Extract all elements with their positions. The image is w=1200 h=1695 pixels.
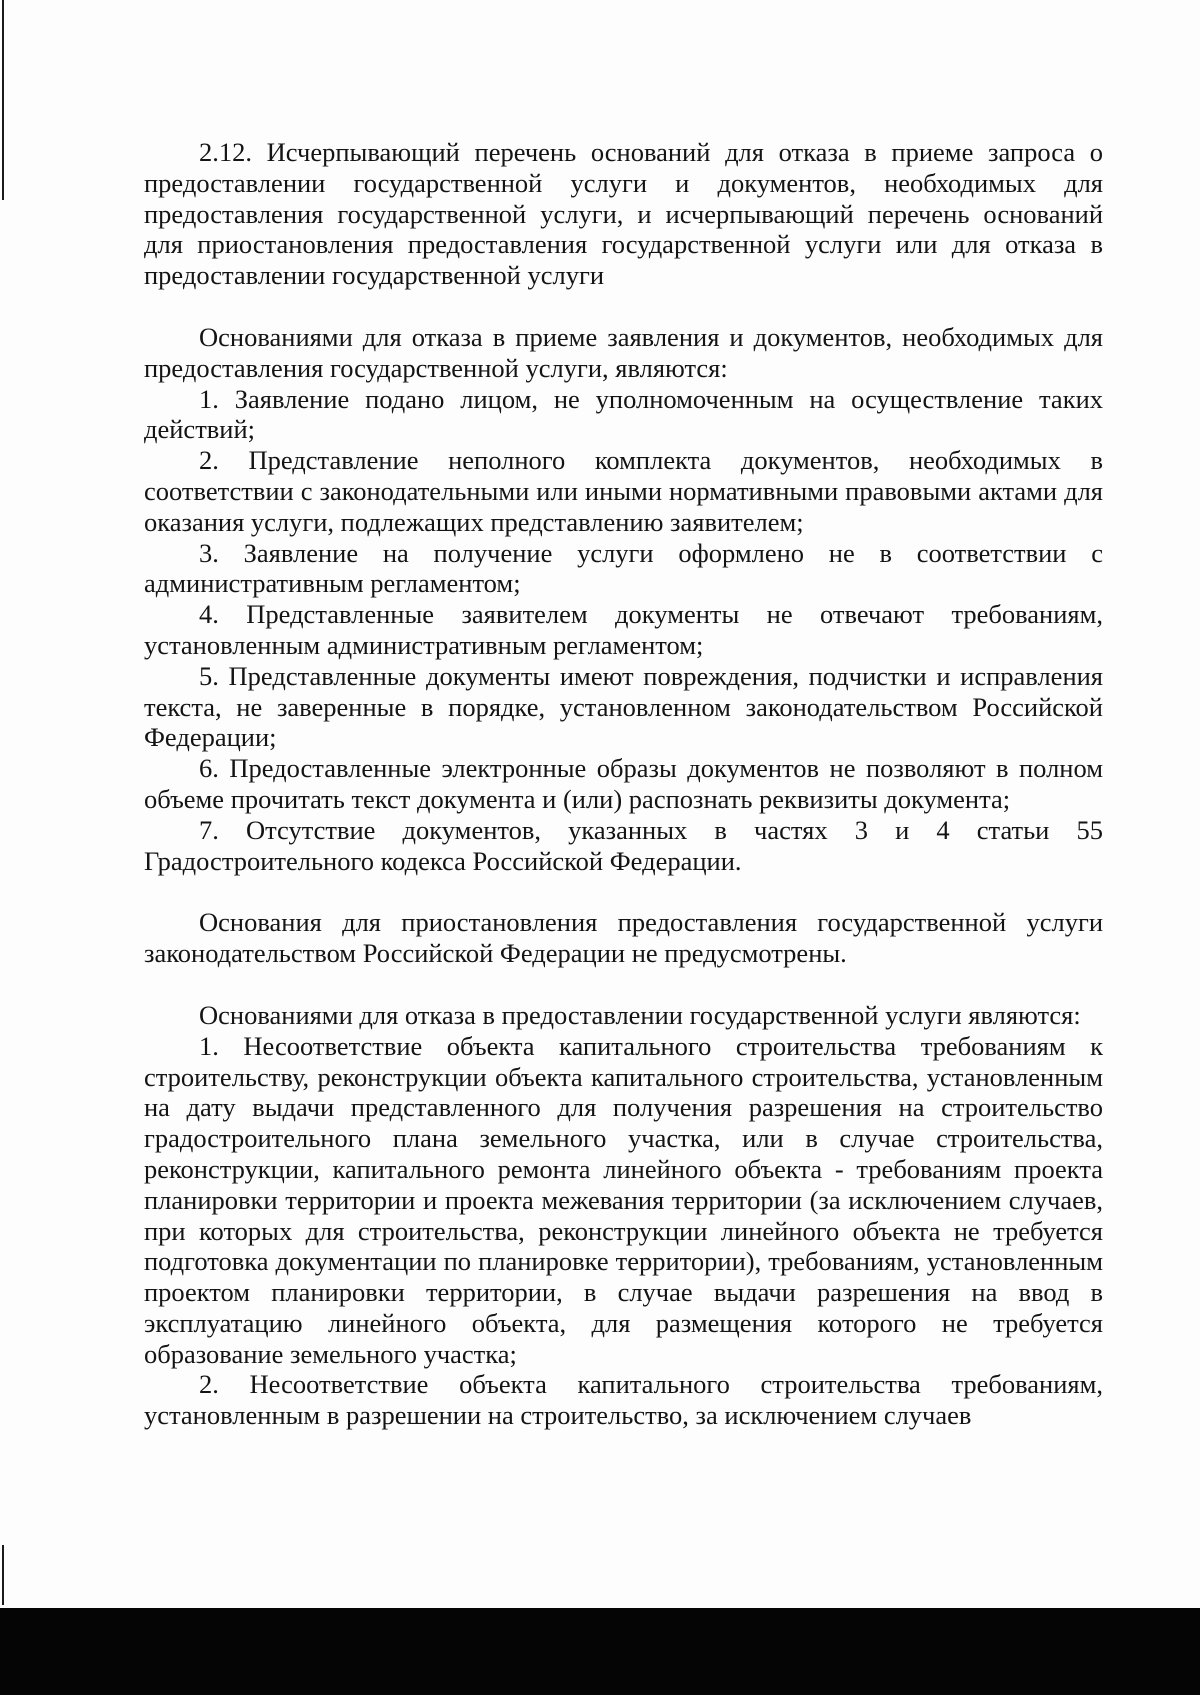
refusal-acceptance-intro: Основаниями для отказа в приеме заявления и документов, необходимых для предоставления государственной услуги, являются: <box>144 321 1103 383</box>
scan-bottom-shadow <box>0 1608 1200 1695</box>
scan-edge-line <box>2 0 4 200</box>
refusal-acceptance-item: 1. Заявление подано лицом, не уполномоченным на осуществление таких действий; <box>144 383 1103 445</box>
refusal-acceptance-item: 3. Заявление на получение услуги оформлено не в соответствии с административным регламентом; <box>144 537 1103 599</box>
scan-edge-line-lower <box>2 1545 4 1605</box>
refusal-acceptance-item: 7. Отсутствие документов, указанных в частях 3 и 4 статьи 55 Градостроительного кодекса Российской Федерации. <box>144 814 1103 876</box>
refusal-acceptance-item: 5. Представленные документы имеют повреждения, подчистки и исправления текста, не заверенные в порядке, установленном законодательством Российской Федерации; <box>144 660 1103 753</box>
refusal-acceptance-item: 6. Предоставленные электронные образы документов не позволяют в полном объеме прочитать текст документа и (или) распознать реквизиты документа; <box>144 753 1103 814</box>
refusal-service-item: 1. Несоответствие объекта капитального строительства требованиям к строительству, реконструкции объекта капитального строительства, установленным на дату выдачи представленного для получения разрешения на строительство градостроительного плана земельного участка, или в случае строительства, реконструкции, капитального ремонта линейного объекта - требованиям проекта планировки территории и проекта межевания территории (за исключением случаев, при которых для строительства, реконструкции линейного объекта не требуется подготовка документации по планировке территории), требованиям, установленным проектом планировки территории, в случае выдачи разрешения на ввод в эксплуатацию линейного объекта, для размещения которого не требуется образование земельного участка; <box>144 1030 1103 1369</box>
suspension-paragraph: Основания для приостановления предоставления государственной услуги законодательством Российской Федерации не предусмотрены. <box>144 907 1103 969</box>
refusal-acceptance-item: 2. Представление неполного комплекта документов, необходимых в соответствии с законодательными или иными нормативными правовыми актами для оказания услуги, подлежащих представлению заявителем; <box>144 445 1103 537</box>
refusal-acceptance-item: 4. Представленные заявителем документы не отвечают требованиям, установленным административным регламентом; <box>144 599 1103 660</box>
section-heading: 2.12. Исчерпывающий перечень оснований для отказа в приеме запроса о предоставлении государственной услуги и документов, необходимых для предоставления государственной услуги, и исчерпывающий перечень оснований для приостановления предоставления государственной услуги или для отказа в предоставлении государственной услуги <box>144 137 1103 291</box>
document-body <box>144 137 1103 1431</box>
refusal-service-intro: Основаниями для отказа в предоставлении государственной услуги являются: <box>199 999 1081 1030</box>
refusal-service-item: 2. Несоответствие объекта капитального строительства требованиям, установленным в разрешении на строительство, за исключением случаев <box>144 1369 1103 1431</box>
